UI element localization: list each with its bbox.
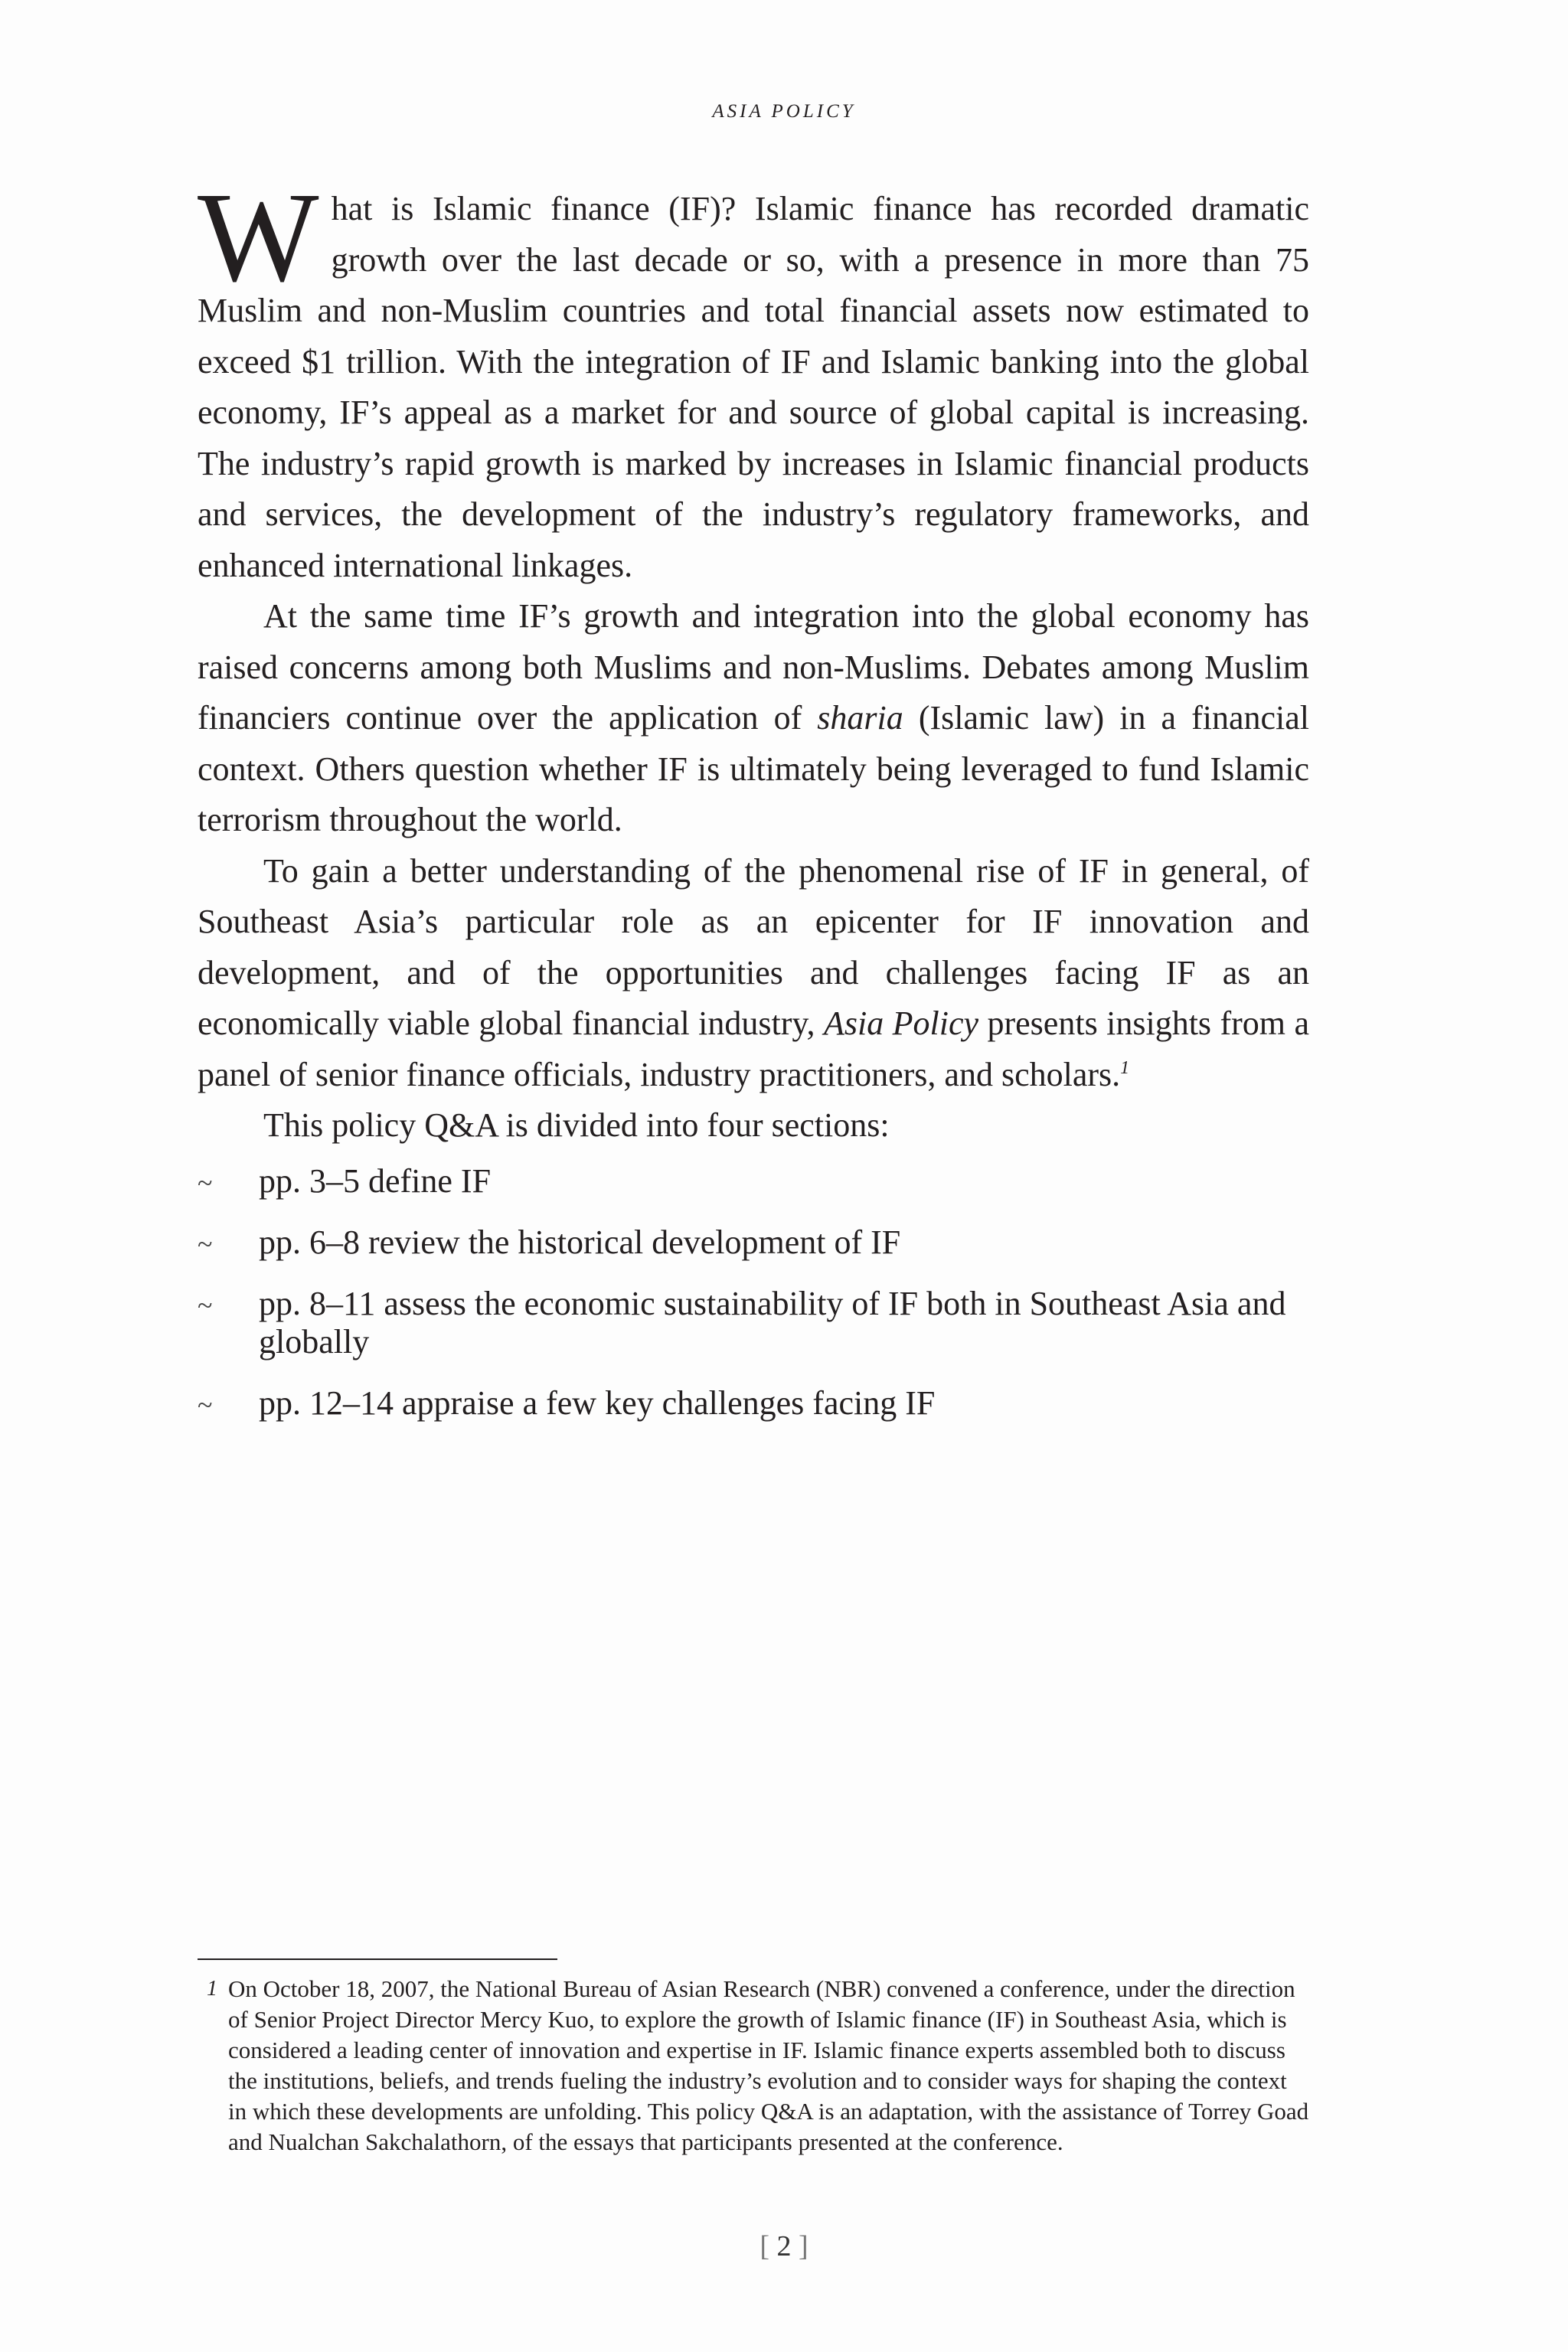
footnote-number: 1 bbox=[207, 1977, 217, 2001]
list-item: ~ pp. 12–14 appraise a few key challenges facing IF bbox=[198, 1384, 1309, 1423]
bracket-close: ] bbox=[799, 2230, 808, 2262]
page-number bbox=[0, 2230, 1568, 2263]
journal-title: Asia Policy bbox=[824, 1004, 979, 1042]
sections-list bbox=[198, 1162, 1309, 1423]
running-head: ASIA POLICY bbox=[712, 101, 856, 122]
sharia-term: sharia bbox=[817, 699, 903, 737]
tilde-bullet-icon: ~ bbox=[198, 1167, 213, 1198]
paragraph-concerns: At the same time IF’s growth and integration into the global economy has raised concerns among both Muslims and non-Muslims. Debates among Muslim financiers continue over the application of sharia (Islamic law) in a financial context. Others question whether IF is ultimately being leveraged to fund Islamic terrorism throughout the world. bbox=[198, 597, 1309, 838]
list-item: ~ pp. 8–11 assess the economic sustainability of IF both in Southeast Asia and globally bbox=[198, 1284, 1286, 1361]
footnote-marker: 1 bbox=[1120, 1057, 1130, 1078]
paragraph-sections-intro: This policy Q&A is divided into four sections: bbox=[263, 1106, 890, 1144]
bracket-open: [ bbox=[760, 2230, 769, 2262]
list-item: ~ pp. 3–5 define IF bbox=[198, 1162, 1309, 1200]
paragraph-purpose: To gain a better understanding of the phenomenal rise of IF in general, of Southeast Asia’s particular role as an epicenter for IF innovation and development, and of the opportunities and challenges facing IF as an economically viable global financial industry, Asia Policy presents insights from a panel of senior finance officials, industry practitioners, and scholars.$^1$ bbox=[198, 851, 1309, 1093]
tilde-bullet-icon: ~ bbox=[198, 1289, 213, 1321]
page-number-value: 2 bbox=[776, 2230, 792, 2262]
footnote bbox=[198, 1974, 1309, 2158]
list-item: ~ pp. 6–8 review the historical development of IF bbox=[198, 1223, 1309, 1262]
footnote-text: On October 18, 2007, the National Bureau of Asian Research (NBR) convened a conference, under the direction of Senior Project Director Mercy Kuo, to explore the growth of Islamic finance (IF) in Southeast Asia, which is considered a leading center of innovation and expertise in IF. Islamic finance experts assembled both to discuss the institutions, beliefs, and trends fueling the industry’s evolution and to consider ways for shaping the context in which these developments are unfolding. This policy Q&A is an adaptation, with the assistance of Torrey Goad and Nualchan Sakchalathorn, of the essays that participants presented at the conference. bbox=[228, 1975, 1309, 2155]
body-text bbox=[198, 166, 1309, 1446]
tilde-bullet-icon: ~ bbox=[198, 1389, 213, 1420]
drop-cap: W bbox=[198, 166, 319, 309]
footnote-divider bbox=[198, 1958, 557, 1960]
paragraph-intro bbox=[198, 166, 1309, 591]
tilde-bullet-icon: ~ bbox=[198, 1228, 213, 1259]
paragraph-intro-text: hat is Islamic finance (IF)? Islamic finance has recorded dramatic growth over the last decade or so, with a presence in more than 75 Muslim and non-Muslim countries and total financial assets now estimated to exceed $1 trillion. With the integration of IF and Islamic banking into the global economy, IF’s appeal as a market for and source of global capital is increasing. The industry’s rapid growth is marked by increases in Islamic financial products and services, the development of the industry’s regulatory frameworks, and enhanced international linkages. bbox=[198, 190, 1309, 584]
